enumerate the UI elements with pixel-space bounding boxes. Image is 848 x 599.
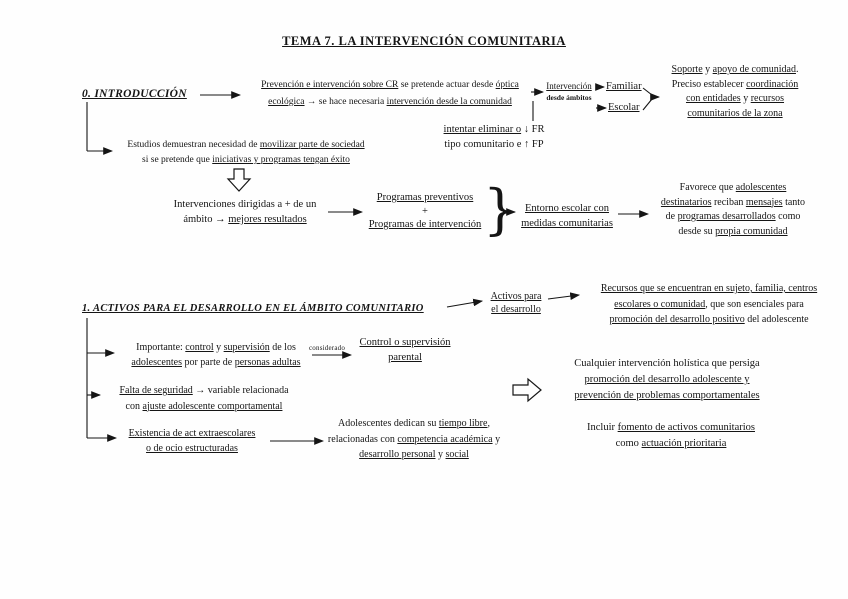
text-line: Favorece que adolescentes [679, 182, 787, 193]
tiempo-note [325, 416, 503, 463]
text-line: Falta de seguridad → variable relacionada [119, 385, 289, 396]
text-line: + [422, 205, 428, 217]
importante-note [117, 340, 315, 370]
programas-note [365, 191, 485, 232]
text-line: promoción del desarrollo adolescente y [584, 374, 750, 385]
text-line: Adolescentes dedican su tiempo libre, [338, 418, 490, 429]
text-line: promoción del desarrollo positivo del adolescente [609, 314, 809, 325]
text-line: tipo comunitario e ↑ FP [444, 139, 544, 150]
text-line: Importante: control y supervisión de los [136, 342, 296, 353]
text-line: ámbito → mejores resultados [183, 214, 307, 225]
curly-brace: } [483, 178, 518, 241]
text-line: Estudios demuestran necesidad de movilizar parte de sociedad [127, 140, 365, 150]
text-line: con ajuste adolescente comportamental [125, 400, 283, 412]
hollow-down-arrow [228, 169, 250, 191]
considerado-label: considerado [309, 344, 346, 352]
text-line: adolescentes por parte de personas adultas [131, 357, 301, 368]
soporte-note [660, 63, 810, 121]
text-line: intentar eliminar o ↓ FR [443, 124, 545, 135]
familiar-item: Familiar [606, 81, 642, 92]
text-line: de programas desarrollados como [665, 211, 801, 222]
text-line: desde ámbitos [546, 93, 592, 102]
text-line: destinatarios reciban mensajes tanto [660, 196, 806, 208]
text-line: si se pretende que iniciativas y programas tengan éxito [142, 155, 350, 165]
text-line: como actuación prioritaria [615, 438, 727, 449]
text-line: Cualquier intervención holística que persiga [574, 358, 760, 369]
heading-introduccion: 0. INTRODUCCIÓN [82, 88, 187, 100]
text-line: con entidades y recursos [685, 93, 785, 104]
page-title: TEMA 7. LA INTERVENCIÓN COMUNITARIA [282, 34, 566, 48]
escolar-item: Escolar [608, 102, 640, 113]
text-line: desarrollo personal y social [359, 449, 469, 460]
recursos-note [583, 281, 835, 328]
seguridad-note [100, 383, 308, 414]
text-line: Preciso establecer coordinación [671, 78, 799, 90]
prevention-note [248, 77, 532, 111]
text-line: medidas comunitarias [521, 217, 613, 229]
join-line-familiar [643, 88, 652, 95]
activos-label [486, 290, 546, 316]
entorno-note [517, 202, 617, 231]
text-line: Activos para [490, 291, 542, 302]
text-line: Recursos que se encuentran en sujeto, familia, centros [600, 283, 818, 294]
text-line: Intervenciones dirigidas a + de un [173, 199, 317, 210]
parental-note [354, 336, 456, 365]
ambitos-label [543, 80, 595, 103]
text-line: desde su propia comunidad [678, 225, 788, 237]
arrow-activos-to-recursos [548, 295, 579, 299]
text-line: comunitarios de la zona [687, 107, 783, 119]
text-line: prevención de problemas comportamentales [574, 390, 760, 401]
estudios-note [114, 138, 378, 168]
factores-note [438, 122, 550, 152]
fomento-note [578, 420, 764, 452]
intervenciones-note [164, 197, 326, 227]
holistica-note [558, 356, 776, 404]
join-line-escolar [643, 99, 652, 110]
text-line: escolares o comunidad, que son esenciales para [614, 298, 804, 310]
text-line: Programas preventivos [376, 192, 474, 203]
text-line: Programas de intervención [368, 219, 482, 230]
hollow-right-arrow [513, 379, 541, 401]
heading-activos: 1. ACTIVOS PARA EL DESARROLLO EN EL ÁMBITO COMUNITARIO [82, 303, 424, 314]
text-line: Entorno escolar con [525, 203, 609, 214]
text-line: el desarrollo [491, 304, 541, 315]
text-line: relacionadas con competencia académica y [327, 433, 501, 445]
text-line: Incluir fomento de activos comunitarios [587, 422, 755, 433]
text-line: ecológica → se hace necesaria intervención desde la comunidad [268, 97, 512, 107]
arrow-heading1-to-activos [447, 301, 482, 307]
extraescolares-note [117, 426, 267, 456]
text-line: Intervención [546, 81, 592, 91]
text-line: o de ocio estructuradas [146, 443, 238, 454]
text-line: parental [388, 351, 422, 363]
text-line: Soporte y apoyo de comunidad. [671, 64, 799, 75]
text-line: Prevención e intervención sobre CR se pretende actuar desde óptica [261, 80, 519, 90]
text-line: Existencia de act extraescolares [128, 428, 256, 439]
text-line: Control o supervisión [359, 337, 451, 348]
favorece-note [650, 181, 816, 239]
